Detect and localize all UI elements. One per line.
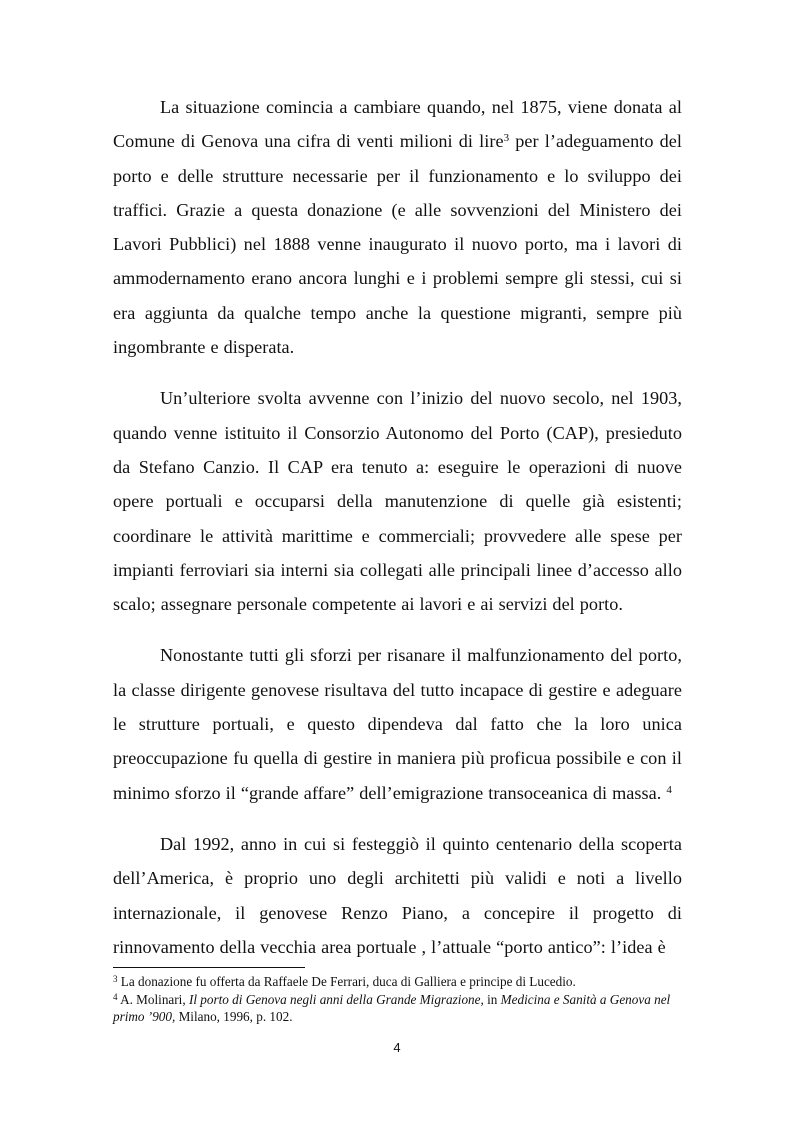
footnote-text: La donazione fu offerta da Raffaele De Ferrari, duca di Galliera e principe di Lucedio.	[117, 974, 576, 989]
paragraph-text: La situazione comincia a cambiare quando, nel 1875, viene donata al Comune di Genova una cifra di venti milioni di lire	[113, 97, 682, 152]
paragraph-text: per l’adeguamento del porto e delle strutture necessarie per il funzionamento e lo sviluppo dei traffici. Grazie a questa donazione (e alle sovvenzioni del Ministero dei Lavori Pubblici) nel 1888 venne inaugurato il nuovo porto, ma i lavori di ammodernamento erano ancora lunghi e i problemi sempre gli stessi, cui si era aggiunta da qualche tempo anche la questione migranti, sempre più ingombrante e disperata.	[113, 131, 682, 358]
paragraph-4: Dal 1992, anno in cui si festeggiò il quinto centenario della scoperta dell’America, è proprio uno degli architetti più validi e noti a livello internazionale, il genovese Renzo Piano, a concepire il progetto di rinnovamento della vecchia area portuale , l’attuale “porto antico”: l’idea è	[113, 833, 682, 957]
body-text	[113, 90, 682, 981]
cited-title: Il porto di Genova negli anni della Grande Migrazione,	[188, 991, 484, 1007]
footnote-text: in	[483, 991, 501, 1007]
footnote-number: 4	[113, 991, 118, 1002]
footnote-3	[113, 973, 682, 991]
footnote-text: Milano, 1996, p. 102.	[175, 1009, 293, 1025]
footnote-reference: 3	[503, 132, 510, 145]
paragraph-3	[113, 638, 682, 809]
footnotes	[113, 973, 682, 1026]
page-number: 4	[393, 1040, 401, 1055]
footnote-4	[113, 991, 682, 1026]
cited-title: Medicina e Sanità a Genova nel primo ’900,	[113, 991, 671, 1025]
footnote-number: 3	[113, 974, 118, 984]
paragraph-text: Nonostante tutti gli sforzi per risanare il malfunzionamento del porto, la classe dirigente genovese risultava del tutto incapace di gestire e adeguare le strutture portuali, e questo dipendeva dal fatto che la loro unica preoccupazione fu quella di gestire in maniera più proficua possibile e con il minimo sforzo il “grande affare” dell’emigrazione transoceanica di massa.	[113, 645, 682, 803]
paragraph-2: Un’ulteriore svolta avvenne con l’inizio del nuovo secolo, nel 1903, quando venne istituito il Consorzio Autonomo del Porto (CAP), presieduto da Stefano Canzio. Il CAP era tenuto a: eseguire le operazioni di nuove opere portuali e occuparsi della manutenzione di quelle già esistenti; coordinare le attività marittime e commerciali; provvedere alle spese per impianti ferroviari sia interni sia collegati alle principali linee d’accesso allo scalo; assegnare personale competente ai lavori e ai servizi del porto.	[113, 388, 682, 615]
footnote-separator	[113, 967, 305, 968]
footnote-text: A. Molinari,	[117, 991, 189, 1007]
paragraph-1	[113, 90, 682, 364]
footnote-reference: 4	[666, 783, 672, 796]
